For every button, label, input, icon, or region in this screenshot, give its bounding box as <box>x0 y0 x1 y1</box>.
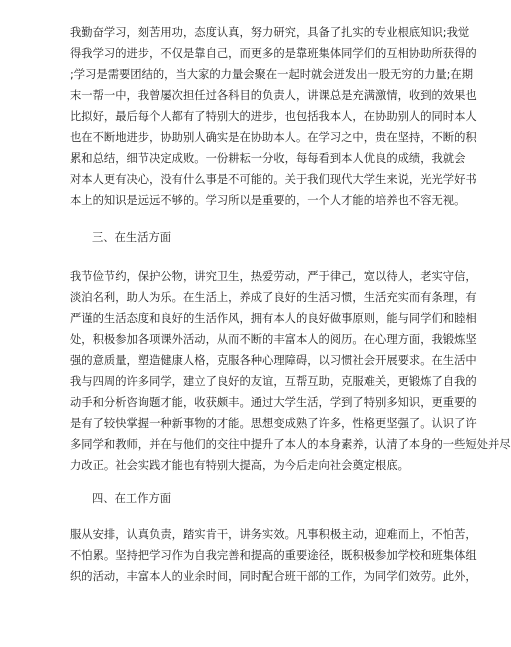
paragraph-life <box>70 266 511 476</box>
text-line: 强的意质量，塑造健康人格，克服各种心理障碍，以习惯社会开展要求。在生活中 <box>70 354 477 367</box>
text-line: 动手和分析咨询题才能，收获颇丰。通过大学生活，学到了特别多知识，更重要的 <box>70 396 477 409</box>
text-line: 得我学习的进步，不仅是靠自己，而更多的是靠班集体同学们的互相协助所获得的 <box>70 47 477 60</box>
text-line: 我节俭节约，保护公物，讲究卫生，热爱劳动，严于律己，宽以待人，老实守信， <box>70 270 477 283</box>
section-heading-work: 四、在工作方面 <box>92 492 172 505</box>
text-line: 处，积极参加各项课外活动，从而不断的丰富本人的阅历。在心理方面，我锻炼坚 <box>70 333 477 346</box>
text-line: 力改正。社会实践才能也有特别大提高，为今后走向社会奠定根底。 <box>70 459 409 472</box>
section-heading-life: 三、在生活方面 <box>92 231 172 244</box>
paragraph-study <box>70 22 477 211</box>
text-line: 累和总结，细节决定成败。一份耕耘一分收，每每看到本人优良的成绩，我就会 <box>70 152 466 165</box>
text-line: 淡泊名利，助人为乐。在生活上，养成了良好的生活习惯，生活充实而有条理，有 <box>70 291 477 304</box>
paragraph-work <box>70 524 477 587</box>
text-line: 我勤奋学习，刻苦用功，态度认真，努力研究，具备了扎实的专业根底知识;我觉 <box>70 26 470 39</box>
text-line: 不怕累。坚持把学习作为自我完善和提高的重要途径，既积极参加学校和班集体组 <box>70 549 477 562</box>
text-line: 严谨的生活态度和良好的生活作风，拥有本人的良好做事原则，能与同学们和睦相 <box>70 312 477 325</box>
text-line: ;学习是需要团结的，当大家的力量会聚在一起时就会迸发出一股无穷的力量;在期 <box>70 68 474 81</box>
text-line: 末一帮一中，我曾屡次担任过各科目的负责人，讲课总是充满激情，收到的效果也 <box>70 89 477 102</box>
text-line: 是有了较快掌握一种新事物的才能。思想变成熟了许多，性格更坚强了。认识了许 <box>70 417 477 430</box>
text-line: 我与四周的许多同学，建立了良好的友谊，互帮互助，克服难关，更锻炼了自我的 <box>70 375 477 388</box>
text-line: 也在不断地进步，协助别人确实是在协助本人。在学习之中，贵在坚持，不断的积 <box>70 131 477 144</box>
text-line: 服从安排，认真负责，踏实肯干，讲务实效。凡事积极主动，迎难而上，不怕苦， <box>70 528 477 541</box>
text-line: 比拟好，最后每个人都有了特别大的进步，也包括我本人，在协助别人的同时本人 <box>70 110 477 123</box>
text-line: 多同学和教师，并在与他们的交往中提升了本人的本身素养，认清了本身的一些短处并尽 <box>70 438 511 451</box>
text-line: 织的活动，丰富本人的业余时间，同时配合班干部的工作，为同学们效劳。此外， <box>70 570 477 583</box>
text-line: 对本人更有决心，没有什么事是不可能的。关于我们现代大学生来说，光光学好书 <box>70 173 477 186</box>
text-line: 本上的知识是远远不够的。学习所以是重要的，一个人才能的培养也不容无视。 <box>70 194 466 207</box>
